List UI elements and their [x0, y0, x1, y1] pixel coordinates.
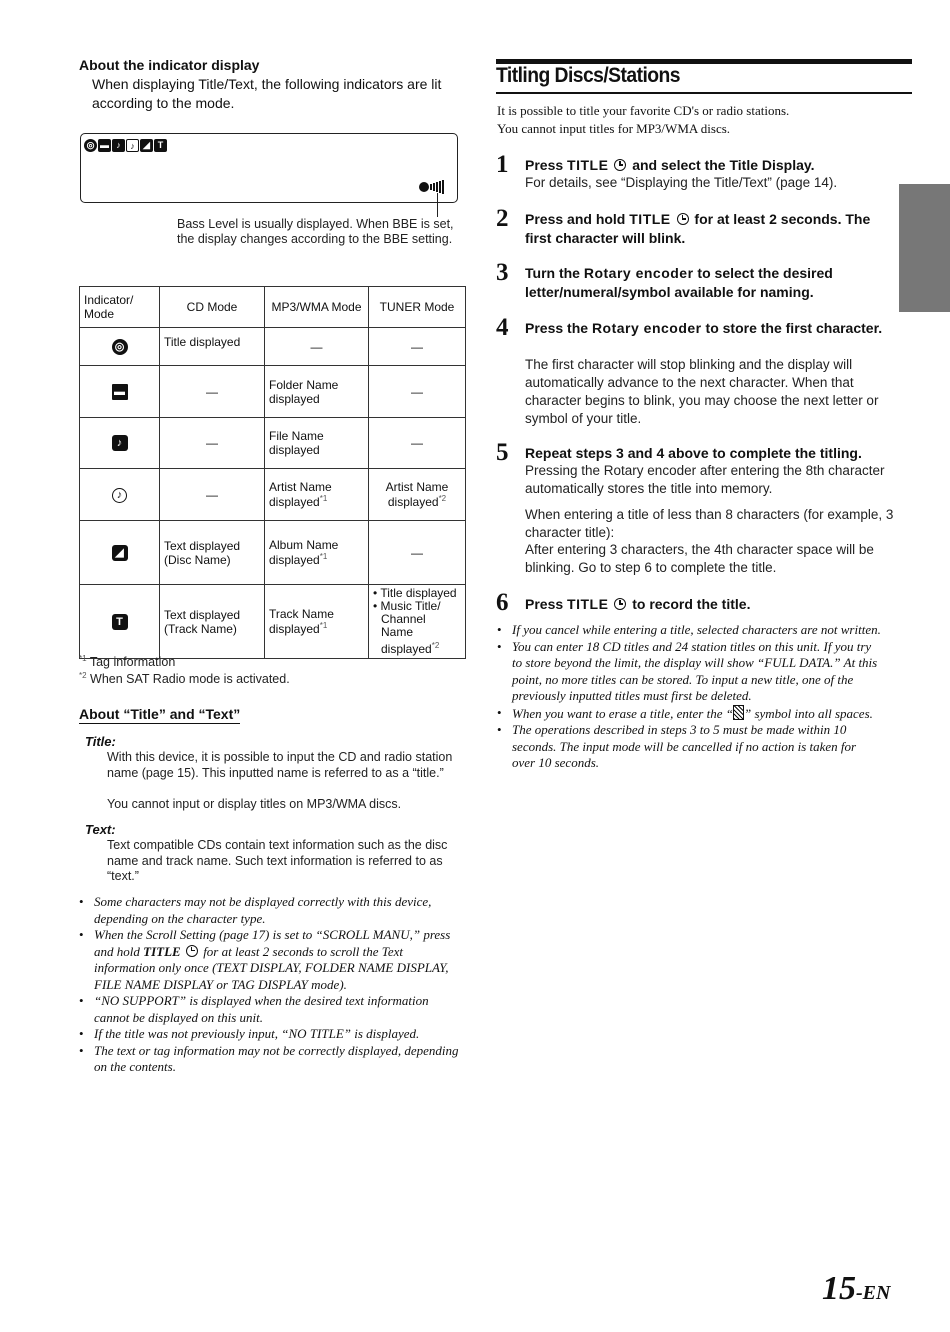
text-label: Text: [85, 822, 116, 837]
clock-icon [614, 598, 626, 610]
table-row [80, 328, 466, 366]
callout-line [437, 193, 438, 217]
table-header-row [80, 287, 466, 328]
clock-icon [186, 945, 198, 957]
right-notes-list [497, 622, 882, 772]
file-icon: ♪ [112, 139, 125, 152]
artist-icon: ♪ [112, 488, 127, 503]
step-4-heading: Press the Rotary encoder to store the first character. [525, 320, 883, 336]
table-cell: Artist Name displayed$^{*2}$ [369, 469, 466, 521]
artist-icon: ♪ [126, 139, 139, 152]
table-cell: Text displayed (Track Name) [160, 585, 265, 659]
step-5-body-3: After entering 3 characters, the 4th character space will be blinking. Go to step 6 to complete the title. [525, 542, 874, 575]
clock-icon [677, 213, 689, 225]
table-cell: — [160, 469, 265, 521]
footnote-2: $^{*2}$ When SAT Radio mode is activated. [79, 671, 290, 687]
footnote-1: $^{*1}$ Tag information [79, 654, 176, 670]
folder-icon: ▬ [100, 140, 109, 150]
step-1-heading: Press TITLE and select the Title Display. [525, 157, 815, 173]
section-intro: It is possible to title your favorite CD's or radio stations. You cannot input titles for MP3/WMA discs. [497, 103, 790, 136]
table-row [80, 366, 466, 418]
step-number: 3 [496, 259, 509, 286]
album-icon: ◢ [140, 139, 153, 152]
indicator-mode-table [79, 286, 466, 659]
step-3-heading: Turn the Rotary encoder to select the desired letter/numeral/symbol available for naming. [525, 265, 833, 300]
space-symbol-icon [733, 705, 744, 720]
bass-level-note: Bass Level is usually displayed. When BBE is set, the display changes according to the BBE setting. [177, 217, 454, 246]
table-cell: — [160, 418, 265, 469]
step-5-heading: Repeat steps 3 and 4 above to complete the titling. [525, 445, 862, 461]
section-rule-bottom [496, 92, 912, 94]
list-item: • You can enter 18 CD titles and 24 station titles on this unit. If you try to store beyond the limit, the display will show “FULL DATA.” At this point, no more titles can be stored. To input a new title, one of the previously inputted titles must first be deleted. [497, 639, 882, 705]
left-notes-list [79, 894, 464, 1076]
step-number: 1 [496, 151, 509, 178]
table-row [80, 469, 466, 521]
table-row [80, 418, 466, 469]
list-item: • The operations described in steps 3 to 5 must be made within 10 seconds. The input mode will be cancelled if no action is taken for over 10 seconds. [497, 722, 882, 772]
step-5-body: Pressing the Rotary encoder after entering the 8th character automatically stores the title into memory. [525, 463, 885, 496]
step-1-body: For details, see “Displaying the Title/Text” (page 14). [525, 175, 838, 190]
list-item: • The text or tag information may not be correctly displayed, depending on the contents. [79, 1043, 464, 1076]
list-item: • When you want to erase a title, enter the “ ” symbol into all spaces. [497, 705, 882, 723]
title-paragraph-2: You cannot input or display titles on MP3/WMA discs. [107, 797, 402, 811]
list-item: • When the Scroll Setting (page 17) is set to “SCROLL MANU,” press and hold TITLE for at least 2 seconds to scroll the Text information only once (TEXT DISPLAY, FOLDER NAME DISPLAY, FILE NAME DISPLAY or TAG DISPLAY mode). [79, 927, 464, 993]
table-header: TUNER Mode [369, 287, 466, 328]
file-icon: ♪ [112, 435, 128, 451]
table-row [80, 521, 466, 585]
page-number: 15-EN [822, 1270, 891, 1307]
table-cell: Text displayed (Disc Name) [160, 521, 265, 585]
table-cell: — [369, 328, 466, 366]
table-header: Indicator/ Mode [80, 287, 160, 328]
table-cell: — [369, 366, 466, 418]
disc-icon: ◎ [112, 339, 128, 355]
track-icon: T [154, 139, 167, 152]
section-title: Titling Discs/Stations [496, 64, 680, 87]
step-number: 4 [496, 314, 509, 341]
bass-level-icon [419, 180, 444, 194]
list-item: • If you cancel while entering a title, selected characters are not written. [497, 622, 882, 639]
table-cell: Album Name displayed$^{*1}$ [265, 521, 369, 585]
list-item: • “NO SUPPORT” is displayed when the desired text information cannot be displayed on this unit. [79, 993, 464, 1026]
lcd-indicator-icons [84, 139, 167, 152]
disc-icon: ◎ [84, 139, 97, 152]
table-cell: • Title displayed • Music Title/ Channel Name displayed$^{*2}$ [369, 585, 466, 659]
table-cell: File Name displayed [265, 418, 369, 469]
step-6-heading: Press TITLE to record the title. [525, 596, 751, 612]
indicator-description: When displaying Title/Text, the following indicators are lit according to the mode. [92, 76, 442, 111]
table-cell: — [369, 418, 466, 469]
table-cell: — [369, 521, 466, 585]
table-cell: — [160, 366, 265, 418]
folder-icon: ▬ [112, 384, 128, 400]
about-title-text-heading: About “Title” and “Text” [79, 706, 241, 722]
table-cell: Track Name displayed$^{*1}$ [265, 585, 369, 659]
step-2-heading: Press and hold TITLE for at least 2 seconds. The first character will blink. [525, 211, 871, 246]
list-item: • Some characters may not be displayed correctly with this device, depending on the character type. [79, 894, 464, 927]
step-4-body: The first character will stop blinking and the display will automatically advance to the next character. When that character begins to blink, you may choose the next letter or symbol of your title. [525, 357, 879, 426]
album-icon: ◢ [112, 545, 128, 561]
step-number: 6 [496, 589, 509, 616]
table-cell: Artist Name displayed$^{*1}$ [265, 469, 369, 521]
indicator-heading: About the indicator display [79, 57, 260, 73]
title-label: Title: [85, 734, 116, 749]
table-cell: — [265, 328, 369, 366]
text-paragraph: Text compatible CDs contain text information such as the disc name and track name. Such text information is referred to as “text.” [107, 838, 448, 883]
table-header: CD Mode [160, 287, 265, 328]
table-cell: Folder Name displayed [265, 366, 369, 418]
clock-icon [614, 159, 626, 171]
step-number: 2 [496, 205, 509, 232]
step-5-body-2: When entering a title of less than 8 characters (for example, 3 character title): [525, 507, 894, 540]
chapter-tab [899, 184, 950, 312]
table-cell: Title displayed [160, 328, 265, 366]
track-icon: T [112, 614, 128, 630]
list-item: • If the title was not previously input, “NO TITLE” is displayed. [79, 1026, 464, 1043]
table-row [80, 585, 466, 659]
table-header: MP3/WMA Mode [265, 287, 369, 328]
step-number: 5 [496, 439, 509, 466]
title-paragraph: With this device, it is possible to input the CD and radio station name (page 15). This inputted name is referred to as a “title.” [107, 750, 453, 780]
